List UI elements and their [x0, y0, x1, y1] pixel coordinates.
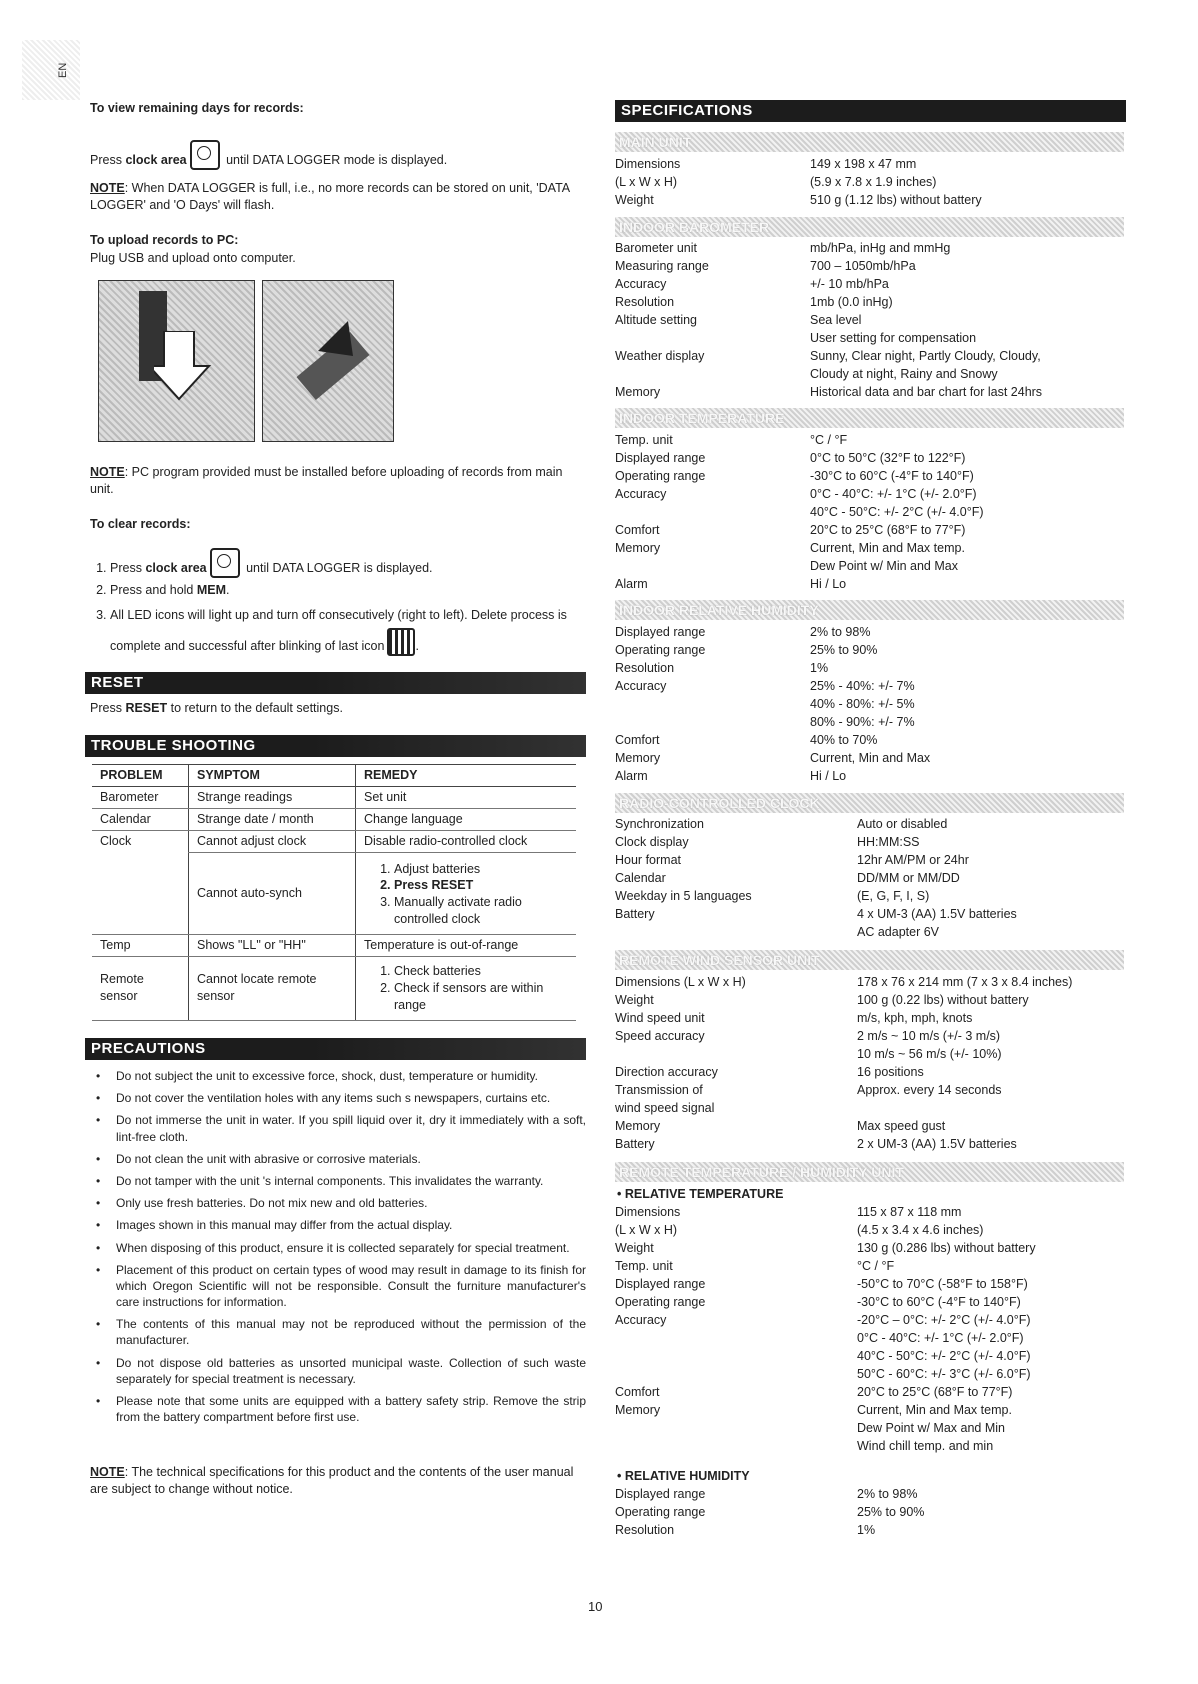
spec-key: Weekday in 5 languages [615, 889, 752, 903]
spec-value: (4.5 x 3.4 x 4.6 inches) [857, 1223, 984, 1237]
list-item: • Do not immerse the unit in water. If you spill liquid over it, dry it immediately with a soft, lint-free cloth. [116, 1112, 586, 1144]
cell-problem: Calendar [92, 808, 189, 830]
spec-value: 2% to 98% [810, 625, 871, 639]
subheader-text: RADIO-CONTROLLED CLOCK [619, 795, 820, 811]
cell-symptom: Strange date / month [189, 808, 356, 830]
subheader-text: INDOOR BAROMETER [619, 219, 770, 235]
cell-remedy: Set unit [356, 786, 577, 808]
spec-key: Wind speed unit [615, 1011, 705, 1025]
note-text: : PC program provided must be installed before uploading of records from main unit. [90, 465, 563, 496]
subheader-text: REMOTE WIND SENSOR UNIT [619, 952, 820, 968]
down-arrow-icon [154, 331, 214, 401]
spec-value: Sea level [810, 313, 862, 327]
note-data-logger-full [90, 180, 580, 214]
spec-value: °C / °F [857, 1259, 895, 1273]
spec-value: Approx. every 14 seconds [857, 1083, 1002, 1097]
step-text: until DATA LOGGER is displayed. [242, 561, 433, 575]
spec-value: Current, Min and Max temp. [857, 1403, 1012, 1417]
view-days-post: until DATA LOGGER mode is displayed. [222, 153, 448, 167]
list-item: • Do not dispose old batteries as unsorted municipal waste. Collection of such waste separately for special treatment is necessary. [116, 1355, 586, 1387]
spec-key: Memory [615, 541, 661, 555]
spec-value: 25% to 90% [810, 643, 878, 657]
relative-temperature-heading: • RELATIVE TEMPERATURE [617, 1187, 784, 1201]
led-icons-icon [387, 628, 415, 656]
spec-key: (L x W x H) [615, 175, 678, 189]
reset-bold: RESET [125, 701, 168, 715]
table-row [92, 808, 576, 830]
troubleshooting-section-title [85, 735, 586, 757]
step-bold: MEM [196, 583, 227, 597]
spec-key: Direction accuracy [615, 1065, 718, 1079]
spec-value: HH:MM:SS [857, 835, 920, 849]
spec-value: -30°C to 60°C (-4°F to 140°F) [857, 1295, 1021, 1309]
spec-key: (L x W x H) [615, 1223, 678, 1237]
spec-key: Temp. unit [615, 1259, 673, 1273]
language-tab [22, 40, 80, 100]
clear-heading: To clear records: [90, 517, 191, 531]
spec-value: AC adapter 6V [857, 925, 939, 939]
spec-title-text: SPECIFICATIONS [621, 102, 753, 119]
list-item: • Do not cover the ventilation holes with any items such s newspapers, curtains etc. [116, 1090, 586, 1106]
cell-remedy: Change language [356, 808, 577, 830]
cell-symptom: Cannot auto-synch [189, 852, 356, 935]
cell-remedy [356, 956, 577, 1020]
relative-humidity-heading: • RELATIVE HUMIDITY [617, 1469, 750, 1483]
spec-value: 2 x UM-3 (AA) 1.5V batteries [857, 1137, 1017, 1151]
spec-key: Accuracy [615, 1313, 667, 1327]
list-item: • The contents of this manual may not be reproduced without the permission of the manufacturer. [116, 1316, 586, 1348]
table-row [92, 830, 576, 852]
spec-key: Clock display [615, 835, 689, 849]
spec-key: wind speed signal [615, 1101, 715, 1115]
spec-key: Dimensions (L x W x H) [615, 975, 746, 989]
cell-remedy [356, 852, 577, 935]
clear-step-3 [110, 603, 580, 659]
clock-area-icon [190, 140, 220, 170]
spec-value: Hi / Lo [810, 577, 847, 591]
spec-key: Comfort [615, 1385, 660, 1399]
note-text: : The technical specifications for this product and the contents of the user manual are subject to change without notice. [90, 1465, 574, 1496]
step-text: . [415, 638, 419, 653]
precautions-list [96, 1068, 586, 1431]
cell-problem: Barometer [92, 786, 189, 808]
spec-value: Current, Min and Max temp. [810, 541, 965, 555]
spec-value: 510 g (1.12 lbs) without battery [810, 193, 982, 207]
thermo-hygro-subheader [615, 1162, 1124, 1182]
note-pc-program [90, 464, 580, 498]
spec-value: 1% [857, 1523, 876, 1537]
spec-value: 40°C - 50°C: +/- 2°C (+/- 4.0°F) [857, 1349, 1031, 1363]
spec-key: Weight [615, 1241, 654, 1255]
spec-key: Displayed range [615, 451, 706, 465]
spec-key: Accuracy [615, 487, 667, 501]
spec-value: 16 positions [857, 1065, 924, 1079]
list-item: • Do not subject the unit to excessive force, shock, dust, temperature or humidity. [116, 1068, 586, 1084]
spec-value: 20°C to 25°C (68°F to 77°F) [810, 523, 966, 537]
cell-remedy: Disable radio-controlled clock [356, 830, 577, 852]
spec-value: 40°C - 50°C: +/- 2°C (+/- 4.0°F) [810, 505, 984, 519]
list-item: • When disposing of this product, ensure it is collected separately for special treatment. [116, 1240, 586, 1256]
usb-plug-photo-left [98, 280, 255, 442]
cell-problem: Clock [100, 833, 132, 848]
language-tab-label: EN [57, 62, 69, 78]
spec-key: Operating range [615, 469, 706, 483]
spec-key: Battery [615, 907, 655, 921]
indoor-temperature-subheader [615, 408, 1124, 428]
cell-problem: Temp [92, 935, 189, 957]
list-item: • Images shown in this manual may differ from the actual display. [116, 1217, 586, 1233]
table-row [92, 956, 576, 1020]
note-label: NOTE [90, 1465, 125, 1479]
spec-value: Wind chill temp. and min [857, 1439, 994, 1453]
spec-key: Battery [615, 1137, 655, 1151]
spec-key: Weight [615, 993, 654, 1007]
spec-value: Sunny, Clear night, Partly Cloudy, Cloudy, [810, 349, 1041, 363]
spec-value: 115 x 87 x 118 mm [857, 1205, 962, 1219]
list-item: • Do not clean the unit with abrasive or corrosive materials. [116, 1151, 586, 1167]
spec-value: 40% to 70% [810, 733, 878, 747]
specifications-section-title [615, 100, 1126, 122]
spec-key: Alarm [615, 577, 648, 591]
spec-key: Transmission of [615, 1083, 703, 1097]
remedy-item: 3. Manually activate radio controlled clock [394, 894, 568, 928]
spec-value: Historical data and bar chart for last 24hrs [810, 385, 1043, 399]
upload-text: Plug USB and upload onto computer. [90, 251, 296, 265]
subheader-text: INDOOR TEMPERATURE [619, 410, 785, 426]
clear-steps [90, 548, 580, 659]
spec-key: Operating range [615, 643, 706, 657]
usb-plug-photo-right [262, 280, 394, 442]
clear-step-2 [110, 582, 580, 599]
spec-value: Auto or disabled [857, 817, 948, 831]
spec-key: Speed accuracy [615, 1029, 705, 1043]
view-days-bold: clock area [125, 153, 187, 167]
spec-value: 40% - 80%: +/- 5% [810, 697, 915, 711]
upload-heading: To upload records to PC: [90, 233, 239, 247]
clock-area-icon [210, 548, 240, 578]
note-label: NOTE [90, 181, 125, 195]
spec-key: Operating range [615, 1505, 706, 1519]
spec-value: 10 m/s ~ 56 m/s (+/- 10%) [857, 1047, 1002, 1061]
cell-symptom: Cannot locate remote sensor [189, 956, 356, 1020]
spec-value: -20°C – 0°C: +/- 2°C (+/- 4.0°F) [857, 1313, 1031, 1327]
prec-title-text: PRECAUTIONS [91, 1040, 206, 1057]
spec-key: Displayed range [615, 1277, 706, 1291]
spec-value: 700 – 1050mb/hPa [810, 259, 916, 273]
col-header-symptom: SYMPTOM [189, 765, 356, 787]
page-number: 10 [588, 1599, 603, 1614]
remedy-item: 2. Press RESET [394, 877, 568, 894]
col-header-problem: PROBLEM [92, 765, 189, 787]
indoor-humidity-subheader [615, 600, 1124, 620]
spec-key: Operating range [615, 1295, 706, 1309]
spec-value: Cloudy at night, Rainy and Snowy [810, 367, 998, 381]
spec-value: -30°C to 60°C (-4°F to 140°F) [810, 469, 974, 483]
spec-key: Temp. unit [615, 433, 673, 447]
spec-value: m/s, kph, mph, knots [857, 1011, 973, 1025]
cell-symptom: Shows "LL" or "HH" [189, 935, 356, 957]
table-row [92, 852, 576, 935]
troubleshooting-table [92, 764, 576, 1021]
heading-text: RELATIVE TEMPERATURE [624, 1187, 784, 1201]
spec-key: Comfort [615, 523, 660, 537]
subheader-text: INDOOR RELATIVE HUMIDITY [619, 602, 819, 618]
spec-value: 2% to 98% [857, 1487, 918, 1501]
subheader-text: MAIN UNIT [619, 134, 692, 150]
reset-title-text: RESET [91, 674, 144, 691]
view-days-text [90, 140, 447, 170]
spec-value: 20°C to 25°C (68°F to 77°F) [857, 1385, 1013, 1399]
step-bold: clock area [145, 561, 207, 575]
spec-value: 0°C - 40°C: +/- 1°C (+/- 2.0°F) [810, 487, 977, 501]
spec-value: 130 g (0.286 lbs) without battery [857, 1241, 1036, 1255]
reset-section-title [85, 672, 586, 694]
spec-value: 4 x UM-3 (AA) 1.5V batteries [857, 907, 1017, 921]
table-row [92, 935, 576, 957]
list-item: • Do not tamper with the unit 's internal components. This invalidates the warranty. [116, 1173, 586, 1189]
spec-key: Accuracy [615, 277, 667, 291]
spec-value: User setting for compensation [810, 331, 977, 345]
spec-key: Altitude setting [615, 313, 697, 327]
spec-value: 25% - 40%: +/- 7% [810, 679, 915, 693]
spec-key: Calendar [615, 871, 666, 885]
spec-value: Max speed gust [857, 1119, 946, 1133]
spec-value: Hi / Lo [810, 769, 847, 783]
spec-value: 1mb (0.0 inHg) [810, 295, 893, 309]
spec-key: Displayed range [615, 625, 706, 639]
view-days-heading: To view remaining days for records: [90, 101, 304, 115]
spec-key: Memory [615, 751, 661, 765]
spec-value: Current, Min and Max [810, 751, 931, 765]
spec-value: 100 g (0.22 lbs) without battery [857, 993, 1029, 1007]
spec-value: 80% - 90%: +/- 7% [810, 715, 915, 729]
subheader-text: REMOTE TEMPERATURE / HUMIDITY UNIT [619, 1164, 904, 1180]
spec-value: 1% [810, 661, 829, 675]
spec-value: °C / °F [810, 433, 848, 447]
spec-key: Hour format [615, 853, 681, 867]
arrow-icon [318, 321, 358, 361]
spec-value: 25% to 90% [857, 1505, 925, 1519]
precautions-section-title [85, 1038, 586, 1060]
wind-sensor-subheader [615, 950, 1124, 970]
spec-value: Dew Point w/ Min and Max [810, 559, 958, 573]
cell-problem: Remote sensor [92, 956, 189, 1020]
spec-key: Comfort [615, 733, 660, 747]
note-text: : When DATA LOGGER is full, i.e., no more records can be stored on unit, 'DATA LOGGER' and 'O Days' will flash. [90, 181, 570, 212]
spec-key: Measuring range [615, 259, 709, 273]
spec-value: Dew Point w/ Max and Min [857, 1421, 1005, 1435]
spec-key: Resolution [615, 661, 675, 675]
spec-value: (5.9 x 7.8 x 1.9 inches) [810, 175, 937, 189]
spec-key: Accuracy [615, 679, 667, 693]
spec-value: +/- 10 mb/hPa [810, 277, 889, 291]
remedy-item: 2. Check if sensors are within range [394, 980, 568, 1014]
spec-value: 2 m/s ~ 10 m/s (+/- 3 m/s) [857, 1029, 1001, 1043]
clock-subheader [615, 793, 1124, 813]
reset-post: to return to the default settings. [167, 701, 343, 715]
step-text: All LED icons will light up and turn off consecutively (right to left). Delete process is complete and successful after blinking of last icon [110, 607, 567, 653]
note-label: NOTE [90, 465, 125, 479]
remedy-item: 1. Check batteries [394, 963, 568, 980]
spec-value: 178 x 76 x 214 mm (7 x 3 x 8.4 inches) [857, 975, 1073, 989]
spec-value: mb/hPa, inHg and mmHg [810, 241, 951, 255]
table-header-row [92, 765, 576, 787]
spec-value: 0°C to 50°C (32°F to 122°F) [810, 451, 966, 465]
spec-value: -50°C to 70°C (-58°F to 158°F) [857, 1277, 1028, 1291]
cell-remedy: Temperature is out-of-range [356, 935, 577, 957]
list-item: • Only use fresh batteries. Do not mix new and old batteries. [116, 1195, 586, 1211]
spec-value: DD/MM or MM/DD [857, 871, 960, 885]
spec-key: Memory [615, 385, 661, 399]
col-header-remedy: REMEDY [356, 765, 577, 787]
view-days-pre: Press [90, 153, 126, 167]
table-row [92, 786, 576, 808]
step-text: . [226, 583, 230, 597]
barometer-subheader [615, 217, 1124, 237]
reset-text [90, 700, 343, 717]
cell-problem [92, 852, 189, 935]
list-item: • Placement of this product on certain types of wood may result in damage to its finish for which Oregon Scientific will not be responsible. Consult the furniture manufacturer's care instructions for information. [116, 1262, 586, 1311]
spec-key: Resolution [615, 295, 675, 309]
step-text: Press and hold [110, 583, 197, 597]
spec-key: Dimensions [615, 1205, 681, 1219]
spec-key: Resolution [615, 1523, 675, 1537]
spec-key: Synchronization [615, 817, 704, 831]
reset-pre: Press [90, 701, 126, 715]
cell-symptom: Strange readings [189, 786, 356, 808]
step-text: Press [110, 561, 146, 575]
heading-text: RELATIVE HUMIDITY [624, 1469, 750, 1483]
ts-title-text: TROUBLE SHOOTING [91, 737, 256, 754]
cell-symptom: Cannot adjust clock [189, 830, 356, 852]
spec-key: Memory [615, 1119, 661, 1133]
spec-key: Weight [615, 193, 654, 207]
spec-key: Alarm [615, 769, 648, 783]
remedy-item: 1. Adjust batteries [394, 861, 568, 878]
spec-key: Weather display [615, 349, 705, 363]
spec-key: Dimensions [615, 157, 681, 171]
spec-value: 149 x 198 x 47 mm [810, 157, 917, 171]
spec-value: 50°C - 60°C: +/- 3°C (+/- 6.0°F) [857, 1367, 1031, 1381]
spec-key: Barometer unit [615, 241, 697, 255]
spec-key: Memory [615, 1403, 661, 1417]
note-specifications-change [90, 1464, 580, 1498]
clear-step-1 [110, 548, 580, 578]
spec-value: (E, G, F, I, S) [857, 889, 930, 903]
list-item: • Please note that some units are equipped with a battery safety strip. Remove the strip from the battery compartment before first use. [116, 1393, 586, 1425]
spec-value: 0°C - 40°C: +/- 1°C (+/- 2.0°F) [857, 1331, 1024, 1345]
spec-key: Displayed range [615, 1487, 706, 1501]
spec-value: 12hr AM/PM or 24hr [857, 853, 969, 867]
main-unit-subheader [615, 132, 1124, 152]
